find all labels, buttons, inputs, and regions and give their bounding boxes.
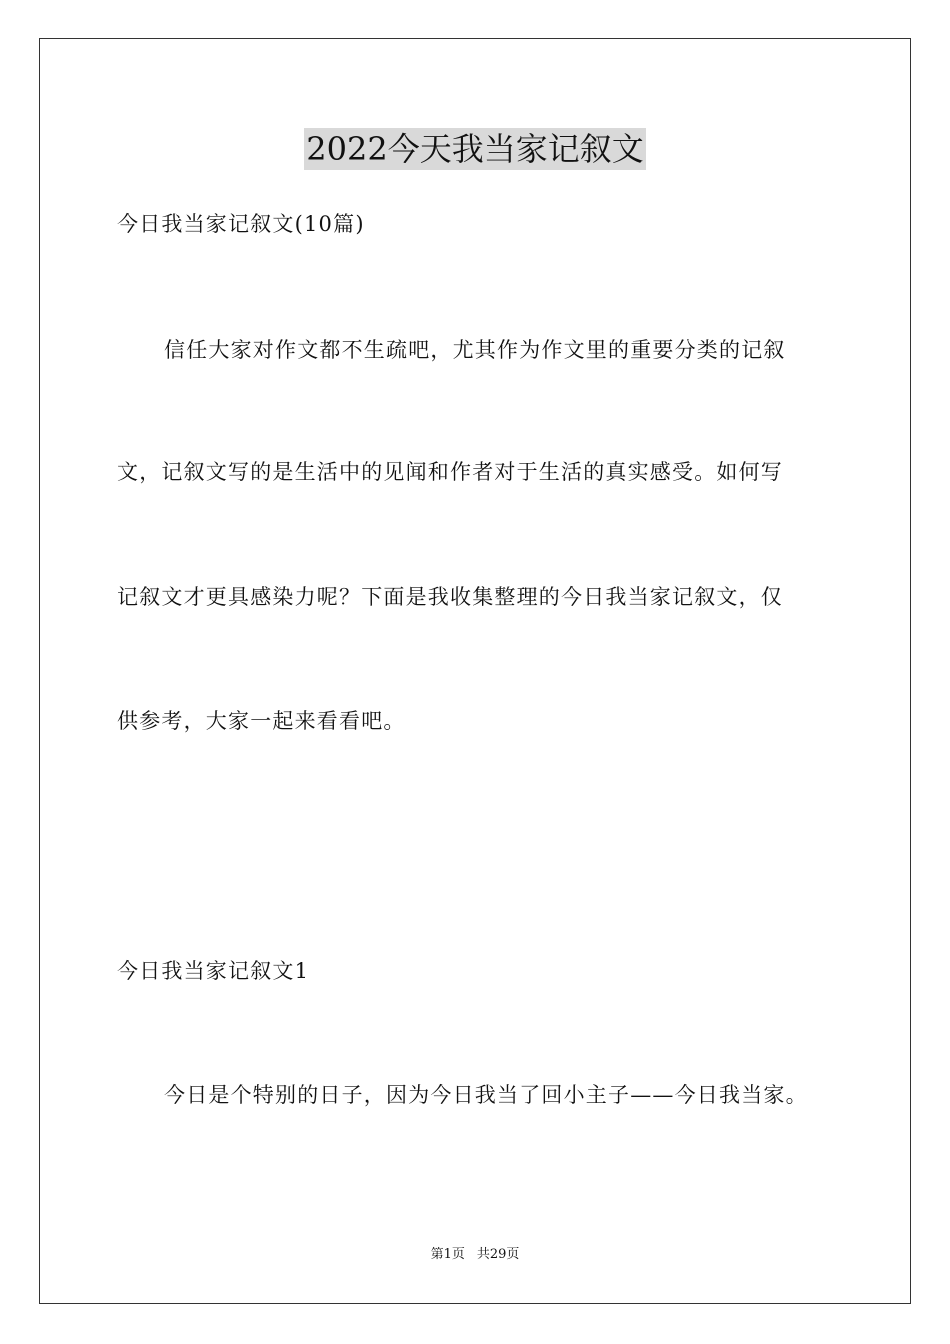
- document-subtitle: 今日我当家记叙文(10篇): [117, 212, 365, 236]
- section-paragraph-line: 今日是个特别的日子，因为今日我当了回小主子——今日我当家。: [164, 1083, 808, 1107]
- page-footer: [0, 1246, 950, 1264]
- title-container: [0, 128, 950, 170]
- page-number: 第1页: [430, 1247, 465, 1262]
- intro-line-4: 供参考，大家一起来看看吧。: [117, 709, 406, 733]
- intro-line-3: 记叙文才更具感染力呢？下面是我收集整理的今日我当家记叙文，仅: [117, 585, 783, 609]
- section-heading: 今日我当家记叙文1: [117, 959, 310, 983]
- intro-line-1: 信任大家对作文都不生疏吧，尤其作为作文里的重要分类的记叙: [164, 338, 786, 362]
- page-total: 共29页: [476, 1247, 520, 1262]
- intro-line-2: 文，记叙文写的是生活中的见闻和作者对于生活的真实感受。如何写: [117, 460, 783, 484]
- document-title: 2022今天我当家记叙文: [306, 130, 644, 168]
